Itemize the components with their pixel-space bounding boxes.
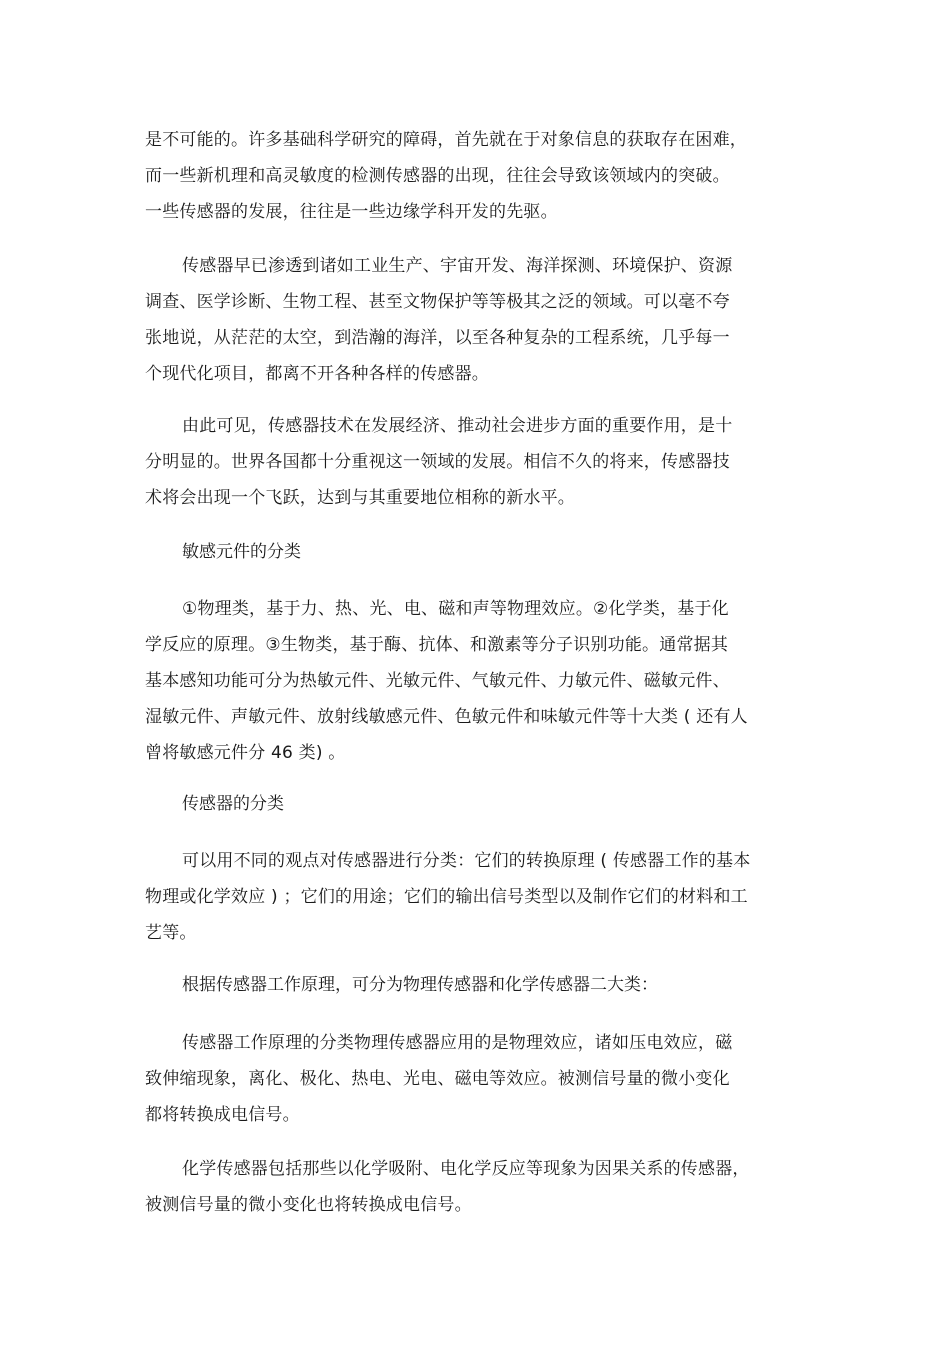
text-line: 而一些新机理和高灵敏度的检测传感器的出现，往往会导致该领域内的突破。 xyxy=(145,166,730,186)
text-line: 艺等。 xyxy=(145,923,197,943)
paragraph-10 xyxy=(145,1151,825,1223)
heading-text: 敏感元件的分类 xyxy=(182,542,301,562)
text-line: 可以用不同的观点对传感器进行分类：它们的转换原理 ( 传感器工作的基本 xyxy=(182,851,751,871)
text-line: 曾将敏感元件分 46 类) 。 xyxy=(145,743,346,763)
text-line: 化学传感器包括那些以化学吸附、电化学反应等现象为因果关系的传感器， xyxy=(182,1159,750,1179)
text-line: 传感器工作原理的分类物理传感器应用的是物理效应，诸如压电效应，磁 xyxy=(182,1033,733,1053)
text-line: 传感器早已渗透到诸如工业生产、宇宙开发、海洋探测、环境保护、资源 xyxy=(182,256,733,276)
text-line: 一些传感器的发展，往往是一些边缘学科开发的先驱。 xyxy=(145,202,558,222)
text-line: 物理或化学效应 ) ；它们的用途；它们的输出信号类型以及制作它们的材料和工 xyxy=(145,887,748,907)
section-heading-sensitive-elements xyxy=(145,534,825,570)
paragraph-9 xyxy=(145,1025,825,1133)
paragraph-1 xyxy=(145,122,825,230)
paragraph-3 xyxy=(145,408,825,516)
text-line: 张地说，从茫茫的太空，到浩瀚的海洋，以至各种复杂的工程系统，几乎每一 xyxy=(145,328,730,348)
text-line: 分明显的。世界各国都十分重视这一领域的发展。相信不久的将来，传感器技 xyxy=(145,452,730,472)
text-line: 都将转换成电信号。 xyxy=(145,1105,300,1125)
text-line: 调查、医学诊断、生物工程、甚至文物保护等等极其之泛的领域。可以毫不夸 xyxy=(145,292,730,312)
text-line: 学反应的原理。③生物类，基于酶、抗体、和激素等分子识别功能。通常据其 xyxy=(145,635,729,655)
text-line: 基本感知功能可分为热敏元件、光敏元件、气敏元件、力敏元件、磁敏元件、 xyxy=(145,671,730,691)
section-heading-sensor-classification xyxy=(145,786,825,822)
text-line: 由此可见，传感器技术在发展经济、推动社会进步方面的重要作用，是十 xyxy=(182,416,733,436)
paragraph-7 xyxy=(145,843,825,951)
paragraph-2 xyxy=(145,248,825,392)
paragraph-5 xyxy=(145,591,825,771)
heading-text: 传感器的分类 xyxy=(182,794,284,814)
text-line: 被测信号量的微小变化也将转换成电信号。 xyxy=(145,1195,472,1215)
text-line: 术将会出现一个飞跃，达到与其重要地位相称的新水平。 xyxy=(145,488,575,508)
text-line: 致伸缩现象，离化、极化、热电、光电、磁电等效应。被测信号量的微小变化 xyxy=(145,1069,730,1089)
text-line: 个现代化项目，都离不开各种各样的传感器。 xyxy=(145,364,489,384)
text-line: 是不可能的。许多基础科学研究的障碍，首先就在于对象信息的获取存在困难， xyxy=(145,130,747,150)
text-line: ①物理类，基于力、热、光、电、磁和声等物理效应。②化学类，基于化 xyxy=(182,599,729,619)
text-line: 根据传感器工作原理，可分为物理传感器和化学传感器二大类： xyxy=(182,975,658,995)
text-line: 湿敏元件、声敏元件、放射线敏感元件、色敏元件和味敏元件等十大类 ( 还有人 xyxy=(145,707,748,727)
paragraph-8 xyxy=(145,967,825,1003)
